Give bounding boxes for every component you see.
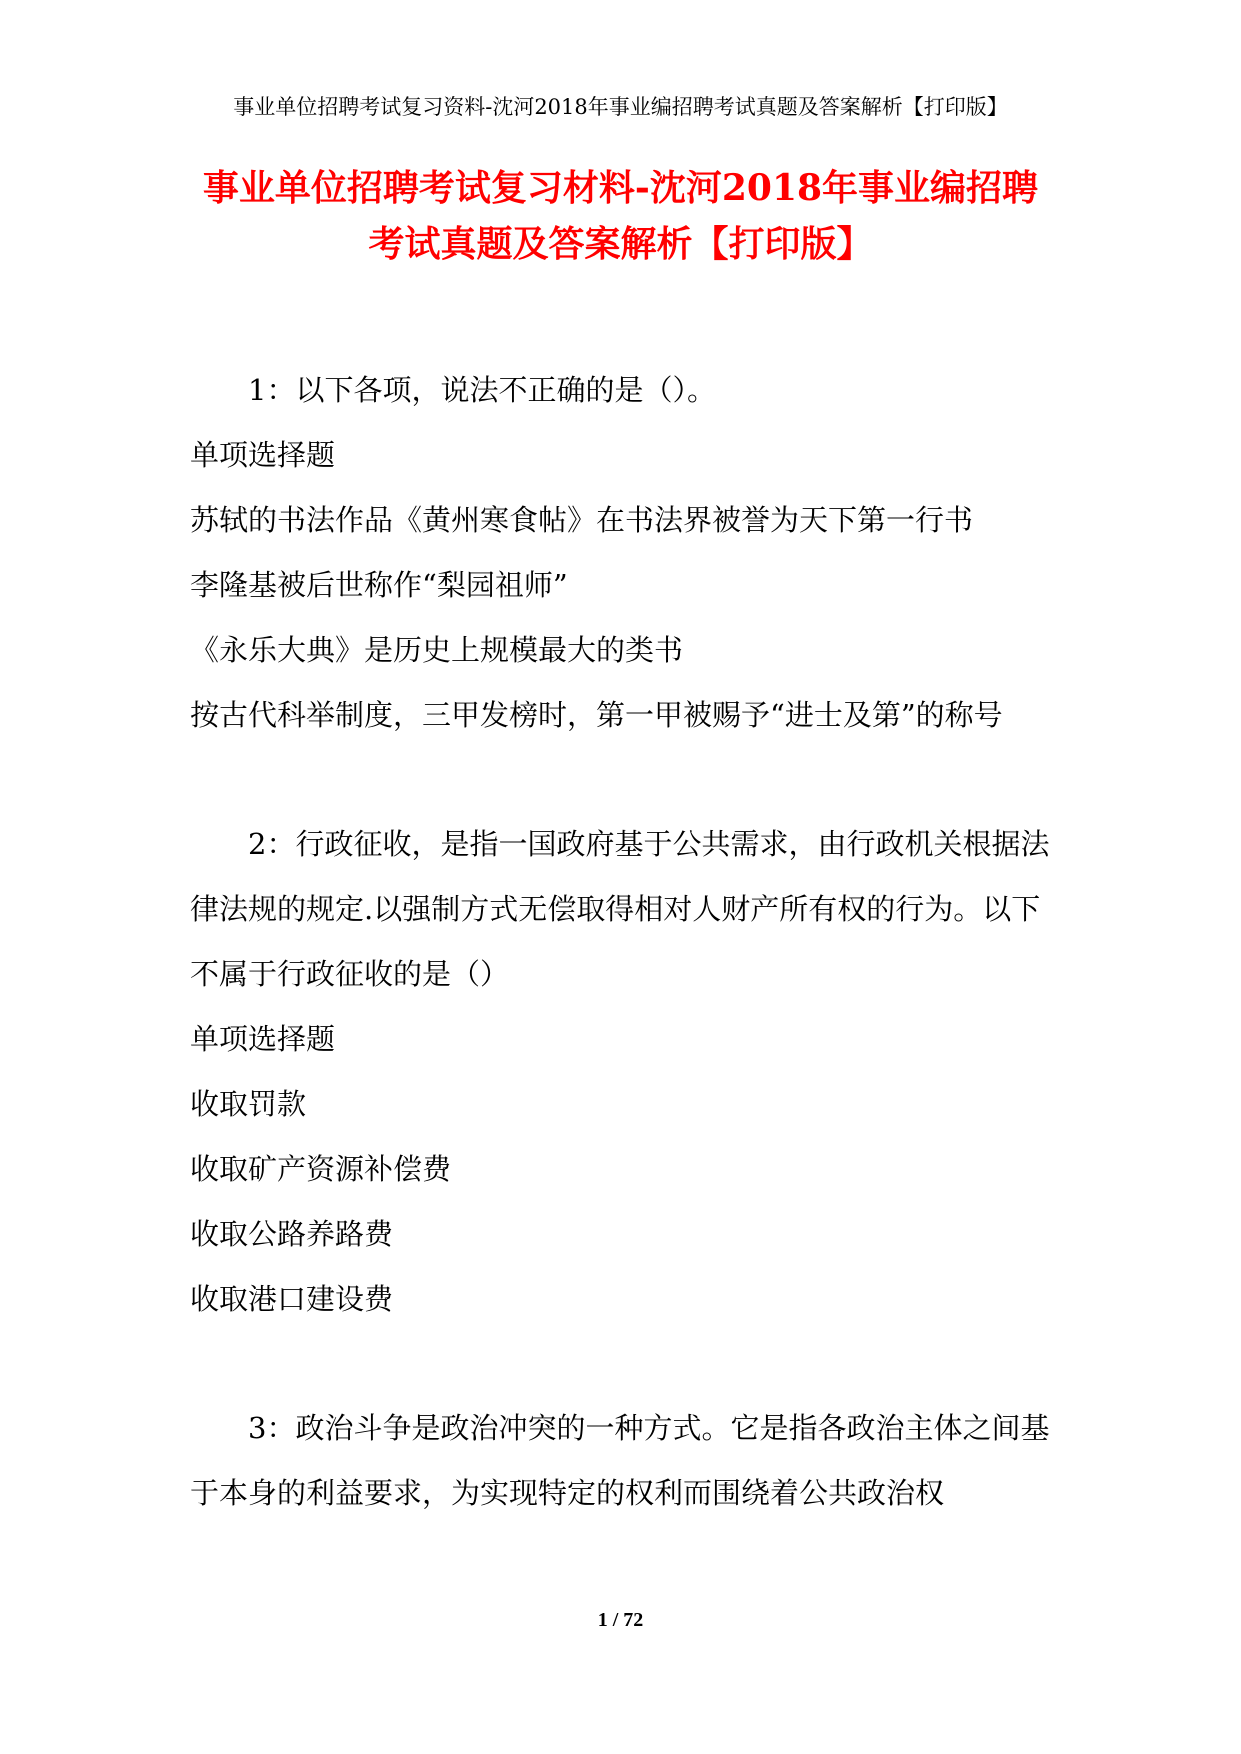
option-text: 收取公路养路费 [190,1217,394,1251]
option-text: 苏轼的书法作品《黄州寒食帖》在书法界被誉为天下第一行书 [190,503,974,537]
question-2 [190,812,1060,1332]
option-text: 按古代科举制度，三甲发榜时，第一甲被赐予“进士及第”的称号 [190,698,1003,732]
running-header: 事业单位招聘考试复习资料-沈河2018年事业编招聘考试真题及答案解析【打印版】 [233,95,1008,119]
option-text: 《永乐大典》是历史上规模最大的类书 [190,633,684,667]
option-text: 收取港口建设费 [190,1282,394,1316]
option-text: 李隆基被后世称作“梨园祖师” [190,568,568,602]
document-title-line-2: 考试真题及答案解析【打印版】 [368,223,873,265]
option-text: 收取罚款 [190,1087,307,1121]
question-stem: 1：以下各项，说法不正确的是（）。 [248,373,716,407]
document-title [130,160,1111,272]
question-stem: 3：政治斗争是政治冲突的一种方式。它是指各政治主体之间基于本身的利益要求，为实现特定的权利而围绕着公共政治权 [190,1411,1050,1510]
question-type: 单项选择题 [190,438,336,472]
question-stem: 2：行政征收，是指一国政府基于公共需求，由行政机关根据法律法规的规定.以强制方式无偿取得相对人财产所有权的行为。以下不属于行政征收的是（） [190,827,1050,991]
document-body [190,358,1060,1590]
page-number: 1 / 72 [597,1609,644,1631]
question-1 [190,358,1060,748]
question-type: 单项选择题 [190,1022,336,1056]
question-3 [190,1396,1060,1526]
option-text: 收取矿产资源补偿费 [190,1152,452,1186]
document-title-line-1: 事业单位招聘考试复习材料-沈河2018年事业编招聘 [202,167,1039,209]
